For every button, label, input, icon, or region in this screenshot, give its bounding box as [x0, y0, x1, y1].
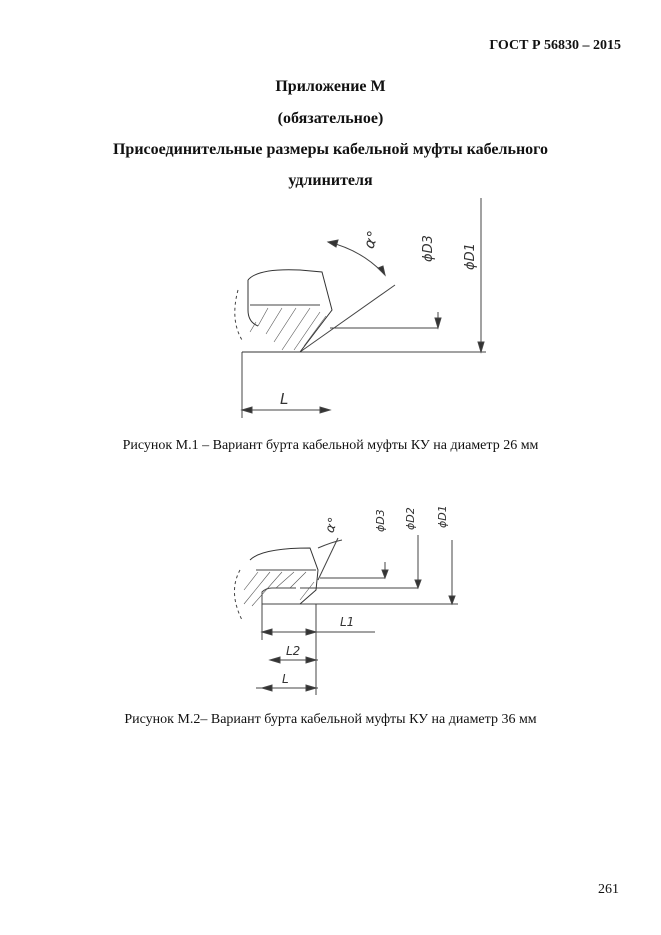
appendix-heading-line2: удлинителя — [288, 172, 373, 189]
page-number: 261 — [598, 882, 619, 897]
fig2-d1-label: ϕD1 — [436, 505, 449, 528]
fig1-d3-label: ϕD3 — [421, 235, 436, 262]
fig1-alpha-label: α° — [359, 228, 383, 251]
fig2-l2-label: L2 — [286, 644, 301, 658]
fig1-l-label: L — [280, 390, 289, 408]
fig2-alpha-label: α° — [322, 515, 342, 535]
fig2-l-label: L — [282, 672, 289, 686]
appendix-heading-line1: Присоединительные размеры кабельной муфты кабельного — [112, 141, 549, 158]
fig2-d3-label: ϕD3 — [374, 509, 387, 532]
fig2-l1-label: L1 — [340, 615, 355, 629]
appendix-status: (обязательное) — [277, 110, 384, 127]
figure-2-caption: Рисунок М.2– Вариант бурта кабельной муфты КУ на диаметр 36 мм — [124, 712, 537, 727]
fig1-d1-label: ϕD1 — [463, 243, 478, 270]
figure-1-caption: Рисунок М.1 – Вариант бурта кабельной муфты КУ на диаметр 26 мм — [122, 438, 539, 453]
fig2-d2-label: ϕD2 — [404, 507, 417, 530]
appendix-title: Приложение М — [275, 78, 386, 95]
standard-header: ГОСТ Р 56830 – 2015 — [489, 38, 621, 53]
